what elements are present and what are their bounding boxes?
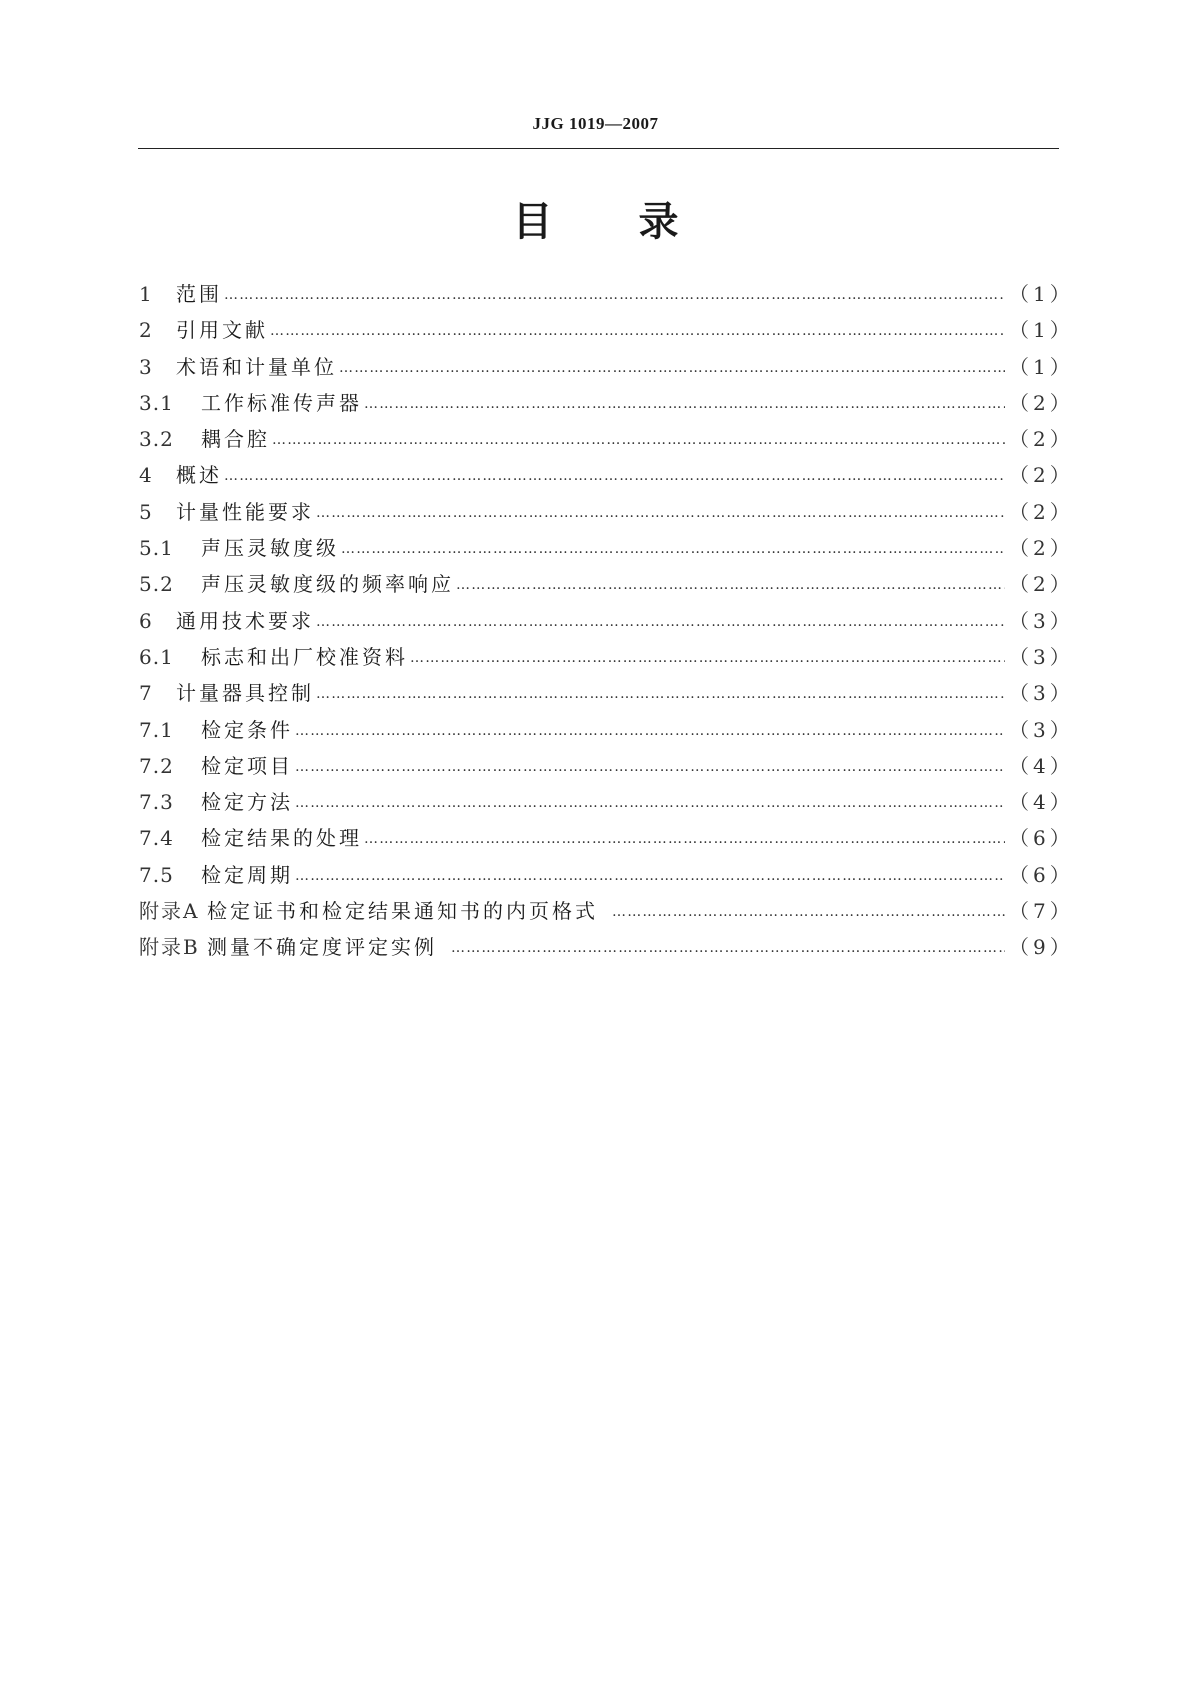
toc-entry-page: （6） bbox=[1009, 862, 1074, 887]
toc-entry-label: 通用技术要求 bbox=[176, 608, 314, 633]
toc-entry-number: 7.3 bbox=[139, 790, 174, 815]
standard-code-header: JJG 1019—2007 bbox=[532, 114, 659, 133]
toc-title bbox=[0, 196, 1191, 248]
toc-entry-label: 计量性能要求 bbox=[176, 499, 314, 524]
toc-entry-page: （3） bbox=[1009, 717, 1074, 742]
toc-entry-number: 6 bbox=[139, 608, 153, 633]
toc-entry[interactable] bbox=[139, 276, 1074, 312]
toc-entry[interactable] bbox=[139, 494, 1074, 530]
toc-entry-label: 标志和出厂校准资料 bbox=[201, 644, 408, 669]
dot-leader bbox=[272, 422, 1005, 458]
toc-entry-label: 检定证书和检定结果通知书的内页格式 bbox=[207, 899, 598, 924]
toc-entry-number: 1 bbox=[139, 282, 153, 306]
toc-entry-number: 4 bbox=[139, 463, 153, 488]
toc-entry-label: 工作标准传声器 bbox=[201, 390, 362, 415]
toc-entry-page: （4） bbox=[1009, 790, 1074, 815]
dot-leader bbox=[364, 386, 1005, 422]
toc-title-char-2: 录 bbox=[638, 199, 679, 245]
toc-entry-number: 5.1 bbox=[139, 536, 174, 561]
toc-entry-page: （3） bbox=[1009, 608, 1074, 633]
toc-entry[interactable] bbox=[139, 349, 1074, 385]
toc-entry-page: （1） bbox=[1009, 318, 1074, 343]
dot-leader bbox=[270, 313, 1005, 349]
dot-leader bbox=[451, 930, 1005, 966]
toc-entry-number: 3.1 bbox=[139, 390, 174, 415]
toc-entry-label: 范围 bbox=[176, 282, 222, 306]
toc-entry-label: 概述 bbox=[176, 463, 222, 488]
toc-entry-page: （4） bbox=[1009, 753, 1074, 778]
toc-entry-page: （6） bbox=[1009, 826, 1074, 851]
toc-entry[interactable] bbox=[139, 457, 1074, 493]
toc-entry-appendix[interactable] bbox=[139, 893, 1074, 929]
toc-entry-label: 检定条件 bbox=[201, 717, 293, 742]
toc-entry-number: 7.1 bbox=[139, 717, 174, 742]
toc-entry-number: 6.1 bbox=[139, 644, 174, 669]
toc-entry-number: 附录B bbox=[139, 935, 200, 960]
toc-entry-number: 附录A bbox=[139, 899, 200, 924]
toc-entry-label: 耦合腔 bbox=[201, 427, 270, 452]
toc-title-char-1: 目 bbox=[512, 199, 553, 245]
dot-leader bbox=[295, 858, 1005, 894]
dot-leader bbox=[224, 277, 1005, 313]
toc-entry[interactable] bbox=[139, 639, 1074, 675]
toc-entry[interactable] bbox=[139, 857, 1074, 893]
toc-entry-label: 术语和计量单位 bbox=[176, 354, 337, 379]
toc-entry[interactable] bbox=[139, 784, 1074, 820]
toc-entry-number: 5.2 bbox=[139, 572, 174, 597]
toc-entry[interactable] bbox=[139, 820, 1074, 856]
toc-entry[interactable] bbox=[139, 712, 1074, 748]
toc-entry[interactable] bbox=[139, 421, 1074, 457]
dot-leader bbox=[410, 640, 1005, 676]
toc-entry-number: 3 bbox=[139, 354, 153, 379]
toc-entry-page: （9） bbox=[1009, 935, 1074, 960]
toc-entry-page: （3） bbox=[1009, 681, 1074, 706]
dot-leader bbox=[295, 713, 1005, 749]
table-of-contents bbox=[139, 276, 1074, 966]
toc-entry-label: 声压灵敏度级的频率响应 bbox=[201, 572, 454, 597]
toc-entry[interactable] bbox=[139, 566, 1074, 602]
toc-entry-page: （2） bbox=[1009, 427, 1074, 452]
toc-entry-number: 5 bbox=[139, 499, 153, 524]
toc-entry-label: 检定周期 bbox=[201, 862, 293, 887]
toc-entry-page: （3） bbox=[1009, 644, 1074, 669]
toc-entry-page: （2） bbox=[1009, 463, 1074, 488]
dot-leader bbox=[364, 821, 1005, 857]
toc-entry-page: （1） bbox=[1009, 282, 1074, 306]
toc-entry[interactable] bbox=[139, 748, 1074, 784]
dot-leader bbox=[316, 604, 1005, 640]
toc-entry-number: 7.4 bbox=[139, 826, 174, 851]
toc-entry-label: 引用文献 bbox=[176, 318, 268, 343]
toc-entry-page: （2） bbox=[1009, 499, 1074, 524]
toc-entry-label: 检定方法 bbox=[201, 790, 293, 815]
toc-entry-label: 检定项目 bbox=[201, 753, 293, 778]
dot-leader bbox=[339, 350, 1005, 386]
toc-entry[interactable] bbox=[139, 530, 1074, 566]
dot-leader bbox=[316, 676, 1005, 712]
dot-leader bbox=[341, 531, 1005, 567]
toc-entry-label: 计量器具控制 bbox=[176, 681, 314, 706]
toc-entry-page: （7） bbox=[1009, 899, 1074, 924]
toc-entry-appendix[interactable] bbox=[139, 929, 1074, 965]
toc-entry-page: （2） bbox=[1009, 536, 1074, 561]
toc-entry-label: 声压灵敏度级 bbox=[201, 536, 339, 561]
header-divider bbox=[138, 148, 1059, 149]
toc-entry[interactable] bbox=[139, 603, 1074, 639]
toc-entry-page: （2） bbox=[1009, 390, 1074, 415]
toc-entry[interactable] bbox=[139, 312, 1074, 348]
toc-entry-number: 7.2 bbox=[139, 753, 174, 778]
toc-entry-number: 7.5 bbox=[139, 862, 174, 887]
toc-entry-number: 3.2 bbox=[139, 427, 174, 452]
dot-leader bbox=[316, 495, 1005, 531]
dot-leader bbox=[224, 458, 1005, 494]
dot-leader bbox=[295, 749, 1005, 785]
toc-entry-page: （2） bbox=[1009, 572, 1074, 597]
dot-leader bbox=[612, 894, 1005, 930]
toc-entry-label: 测量不确定度评定实例 bbox=[207, 935, 437, 960]
toc-entry[interactable] bbox=[139, 675, 1074, 711]
toc-entry[interactable] bbox=[139, 385, 1074, 421]
dot-leader bbox=[295, 785, 1005, 821]
dot-leader bbox=[456, 567, 1005, 603]
toc-entry-label: 检定结果的处理 bbox=[201, 826, 362, 851]
toc-entry-page: （1） bbox=[1009, 354, 1074, 379]
toc-entry-number: 2 bbox=[139, 318, 153, 343]
toc-entry-number: 7 bbox=[139, 681, 153, 706]
